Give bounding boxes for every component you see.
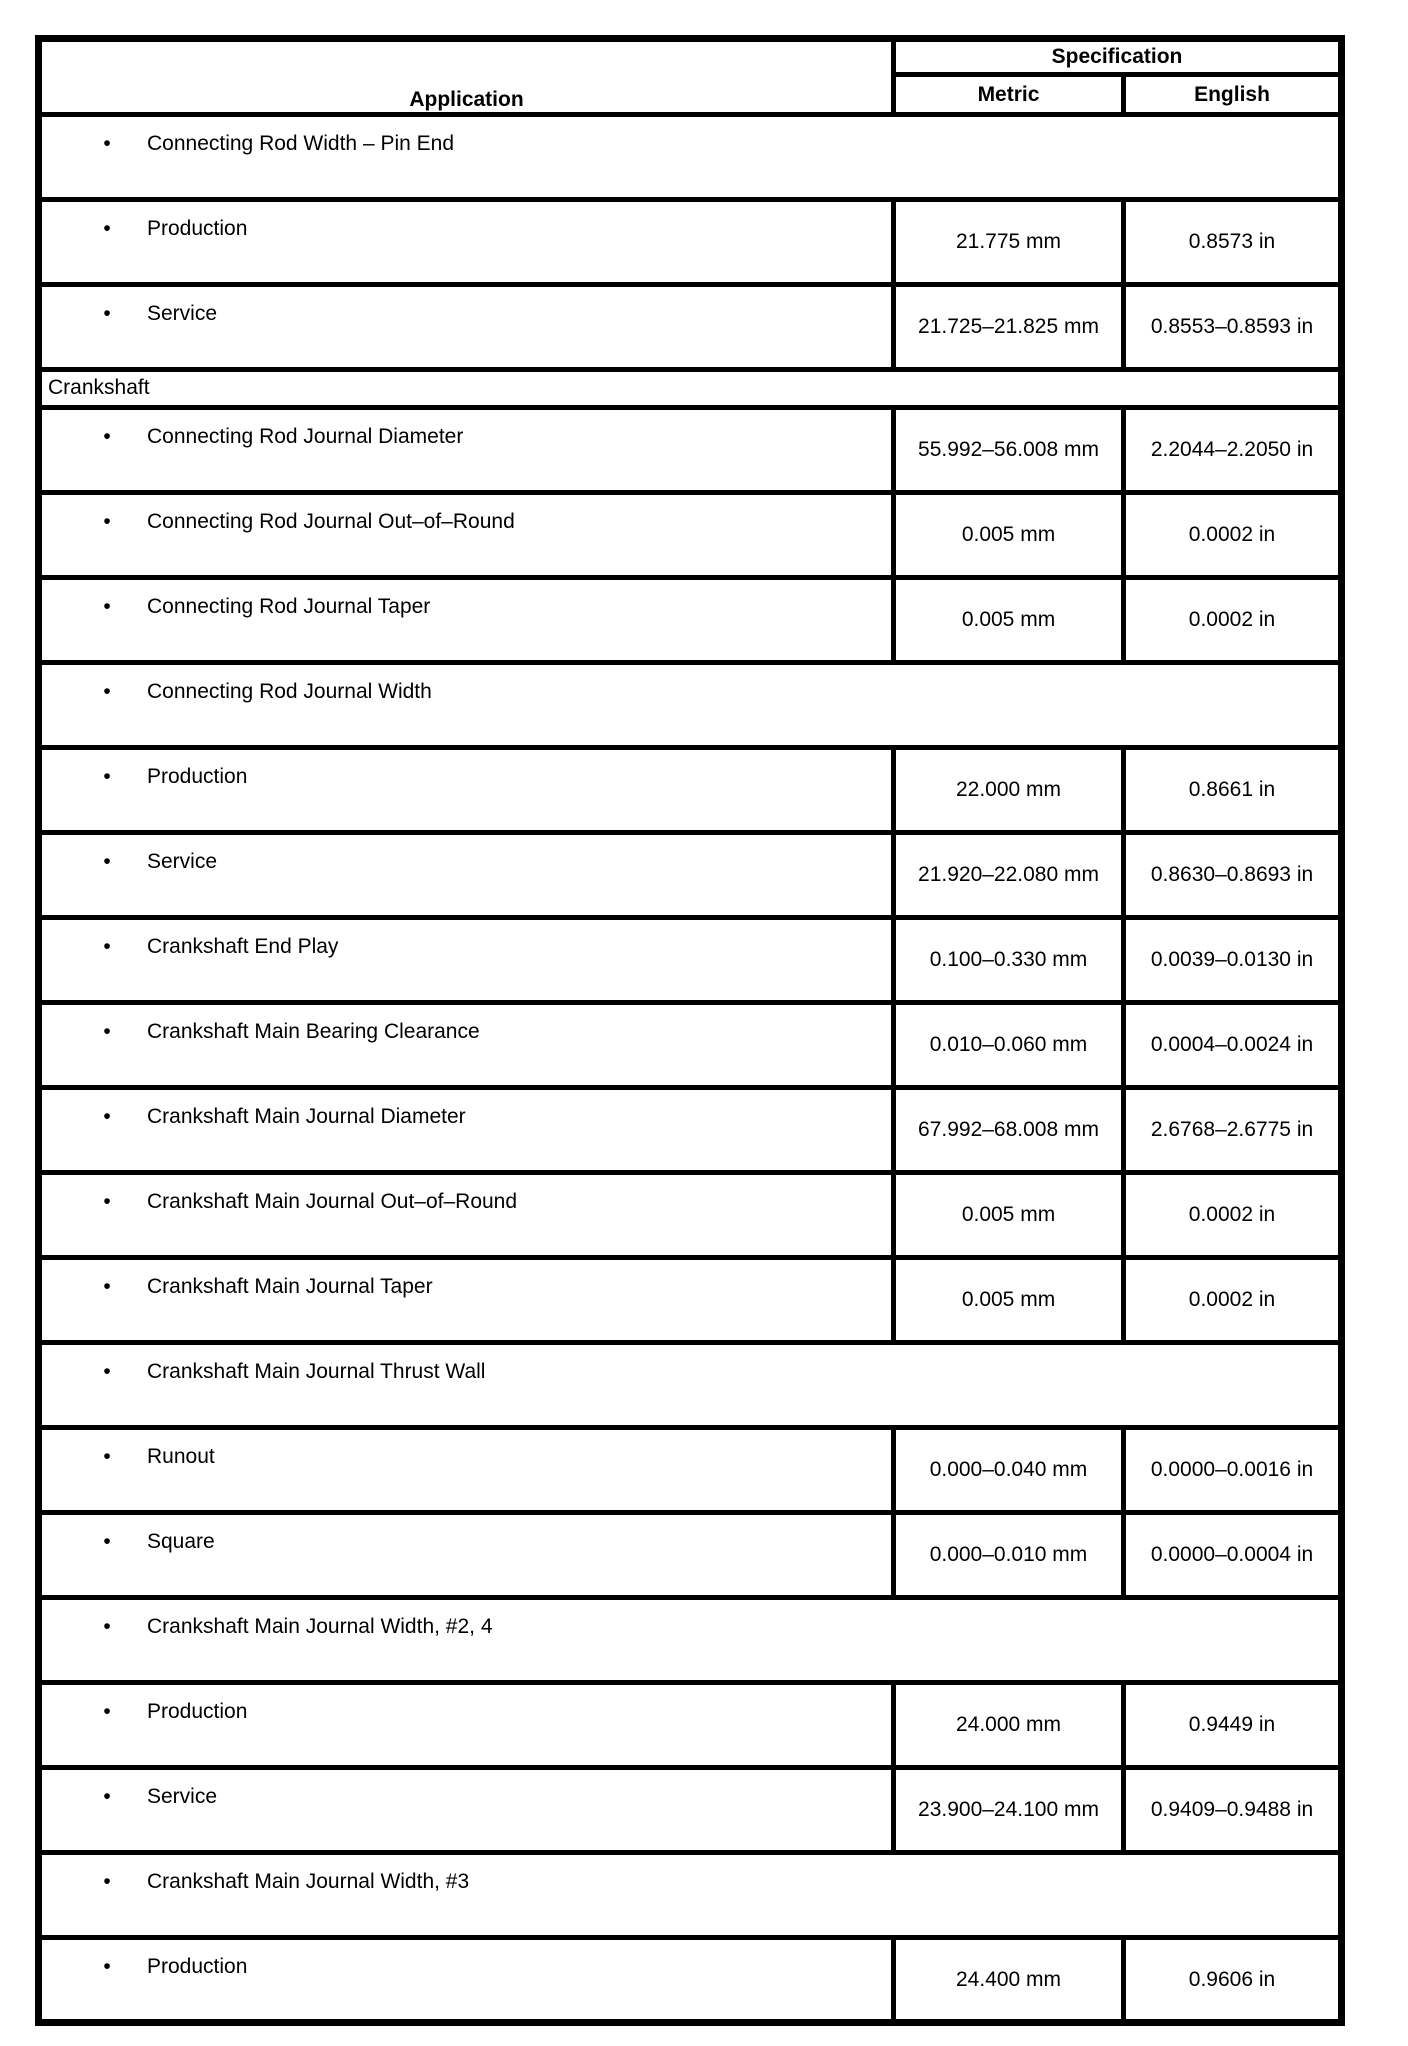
application-label: Service — [147, 850, 218, 873]
application-cell — [39, 1513, 894, 1598]
group-header-cell — [39, 1343, 1342, 1428]
spec-row — [39, 1768, 1342, 1853]
metric-value-cell: 0.010–0.060 mm — [894, 1003, 1124, 1088]
application-cell — [39, 1768, 894, 1853]
bullet-icon: • — [103, 132, 111, 155]
english-value-cell: 0.9449 in — [1124, 1683, 1342, 1768]
bullet-icon: • — [103, 595, 111, 618]
bullet-icon: • — [103, 1190, 111, 1213]
specifications-table — [35, 35, 1345, 2026]
application-cell — [39, 1938, 894, 2023]
spec-row — [39, 493, 1342, 578]
spec-row — [39, 1513, 1342, 1598]
english-value-cell: 0.0004–0.0024 in — [1124, 1003, 1342, 1088]
spec-row — [39, 1088, 1342, 1173]
bullet-icon: • — [103, 1105, 111, 1128]
english-value-cell: 0.8630–0.8693 in — [1124, 833, 1342, 918]
bullet-icon: • — [103, 1615, 111, 1638]
spec-row — [39, 1428, 1342, 1513]
bullet-icon: • — [103, 1955, 111, 1978]
spec-row — [39, 1258, 1342, 1343]
bullet-icon: • — [103, 1020, 111, 1043]
application-cell — [39, 1088, 894, 1173]
metric-value-cell: 0.100–0.330 mm — [894, 918, 1124, 1003]
group-row — [39, 1343, 1342, 1428]
table-header — [39, 39, 1342, 115]
bullet-icon: • — [103, 510, 111, 533]
application-cell — [39, 493, 894, 578]
bullet-icon: • — [103, 302, 111, 325]
spec-table-body — [39, 115, 1342, 2023]
metric-value-cell: 21.775 mm — [894, 200, 1124, 285]
group-row — [39, 115, 1342, 200]
application-cell — [39, 1683, 894, 1768]
spec-row — [39, 578, 1342, 663]
spec-row — [39, 918, 1342, 1003]
bullet-icon: • — [103, 1275, 111, 1298]
metric-value-cell: 21.725–21.825 mm — [894, 285, 1124, 370]
bullet-icon: • — [103, 1870, 111, 1893]
spec-row — [39, 285, 1342, 370]
english-value-cell: 0.9409–0.9488 in — [1124, 1768, 1342, 1853]
application-label: Connecting Rod Journal Taper — [147, 595, 431, 618]
spec-row — [39, 1683, 1342, 1768]
group-row — [39, 1853, 1342, 1938]
bullet-icon: • — [103, 1785, 111, 1808]
specification-column-header: Specification — [894, 39, 1342, 75]
metric-value-cell: 0.000–0.040 mm — [894, 1428, 1124, 1513]
application-cell — [39, 918, 894, 1003]
application-label: Crankshaft Main Journal Thrust Wall — [147, 1360, 486, 1383]
application-label: Crankshaft Main Journal Taper — [147, 1275, 433, 1298]
bullet-icon: • — [103, 765, 111, 788]
application-cell — [39, 408, 894, 493]
metric-value-cell: 0.005 mm — [894, 578, 1124, 663]
english-value-cell: 2.6768–2.6775 in — [1124, 1088, 1342, 1173]
metric-value-cell: 0.005 mm — [894, 493, 1124, 578]
english-value-cell: 0.0000–0.0016 in — [1124, 1428, 1342, 1513]
application-cell — [39, 748, 894, 833]
metric-value-cell: 0.005 mm — [894, 1258, 1124, 1343]
english-value-cell: 0.0002 in — [1124, 493, 1342, 578]
application-label: Crankshaft Main Journal Width, #3 — [147, 1870, 470, 1893]
group-header-cell — [39, 663, 1342, 748]
group-row — [39, 1598, 1342, 1683]
spec-row — [39, 833, 1342, 918]
english-value-cell: 0.8661 in — [1124, 748, 1342, 833]
metric-value-cell: 23.900–24.100 mm — [894, 1768, 1124, 1853]
english-value-cell: 0.8553–0.8593 in — [1124, 285, 1342, 370]
section-row — [39, 370, 1342, 408]
application-label: Service — [147, 1785, 218, 1808]
english-column-header: English — [1124, 75, 1342, 115]
header-row-top — [39, 39, 1342, 75]
spec-row — [39, 408, 1342, 493]
english-value-cell: 0.9606 in — [1124, 1938, 1342, 2023]
metric-value-cell: 55.992–56.008 mm — [894, 408, 1124, 493]
group-row — [39, 663, 1342, 748]
spec-row — [39, 200, 1342, 285]
metric-value-cell: 0.000–0.010 mm — [894, 1513, 1124, 1598]
bullet-icon: • — [103, 850, 111, 873]
application-label: Production — [147, 765, 248, 788]
metric-value-cell: 24.400 mm — [894, 1938, 1124, 2023]
application-cell — [39, 1003, 894, 1088]
application-label: Connecting Rod Journal Width — [147, 680, 432, 703]
bullet-icon: • — [103, 425, 111, 448]
application-column-header: Application — [39, 39, 894, 115]
spec-row — [39, 748, 1342, 833]
bullet-icon: • — [103, 1360, 111, 1383]
metric-value-cell: 67.992–68.008 mm — [894, 1088, 1124, 1173]
metric-column-header: Metric — [894, 75, 1124, 115]
english-value-cell: 0.0002 in — [1124, 1173, 1342, 1258]
application-cell — [39, 833, 894, 918]
english-value-cell: 0.0039–0.0130 in — [1124, 918, 1342, 1003]
application-label: Square — [147, 1530, 215, 1553]
bullet-icon: • — [103, 1700, 111, 1723]
application-cell — [39, 1258, 894, 1343]
metric-value-cell: 21.920–22.080 mm — [894, 833, 1124, 918]
application-label: Connecting Rod Width – Pin End — [147, 132, 455, 155]
application-label: Crankshaft Main Journal Out–of–Round — [147, 1190, 518, 1213]
bullet-icon: • — [103, 217, 111, 240]
application-cell — [39, 285, 894, 370]
section-header-cell: Crankshaft — [39, 370, 1342, 408]
application-label: Crankshaft End Play — [147, 935, 339, 958]
group-header-cell — [39, 115, 1342, 200]
application-label: Production — [147, 1700, 248, 1723]
application-label: Production — [147, 1955, 248, 1978]
application-cell — [39, 578, 894, 663]
bullet-icon: • — [103, 935, 111, 958]
application-label: Connecting Rod Journal Diameter — [147, 425, 464, 448]
group-header-cell — [39, 1853, 1342, 1938]
spec-row — [39, 1003, 1342, 1088]
english-value-cell: 0.0000–0.0004 in — [1124, 1513, 1342, 1598]
application-cell — [39, 1173, 894, 1258]
spec-row — [39, 1173, 1342, 1258]
bullet-icon: • — [103, 1445, 111, 1468]
group-header-cell — [39, 1598, 1342, 1683]
application-cell — [39, 200, 894, 285]
application-label: Production — [147, 217, 248, 240]
english-value-cell: 0.0002 in — [1124, 578, 1342, 663]
metric-value-cell: 24.000 mm — [894, 1683, 1124, 1768]
english-value-cell: 2.2044–2.2050 in — [1124, 408, 1342, 493]
english-value-cell: 0.0002 in — [1124, 1258, 1342, 1343]
application-label: Crankshaft Main Journal Width, #2, 4 — [147, 1615, 493, 1638]
metric-value-cell: 22.000 mm — [894, 748, 1124, 833]
bullet-icon: • — [103, 680, 111, 703]
application-label: Runout — [147, 1445, 215, 1468]
application-label: Crankshaft Main Bearing Clearance — [147, 1020, 480, 1043]
application-label: Service — [147, 302, 218, 325]
bullet-icon: • — [103, 1530, 111, 1553]
application-label: Crankshaft Main Journal Diameter — [147, 1105, 466, 1128]
english-value-cell: 0.8573 in — [1124, 200, 1342, 285]
application-label: Connecting Rod Journal Out–of–Round — [147, 510, 515, 533]
metric-value-cell: 0.005 mm — [894, 1173, 1124, 1258]
spec-row — [39, 1938, 1342, 2023]
application-cell — [39, 1428, 894, 1513]
